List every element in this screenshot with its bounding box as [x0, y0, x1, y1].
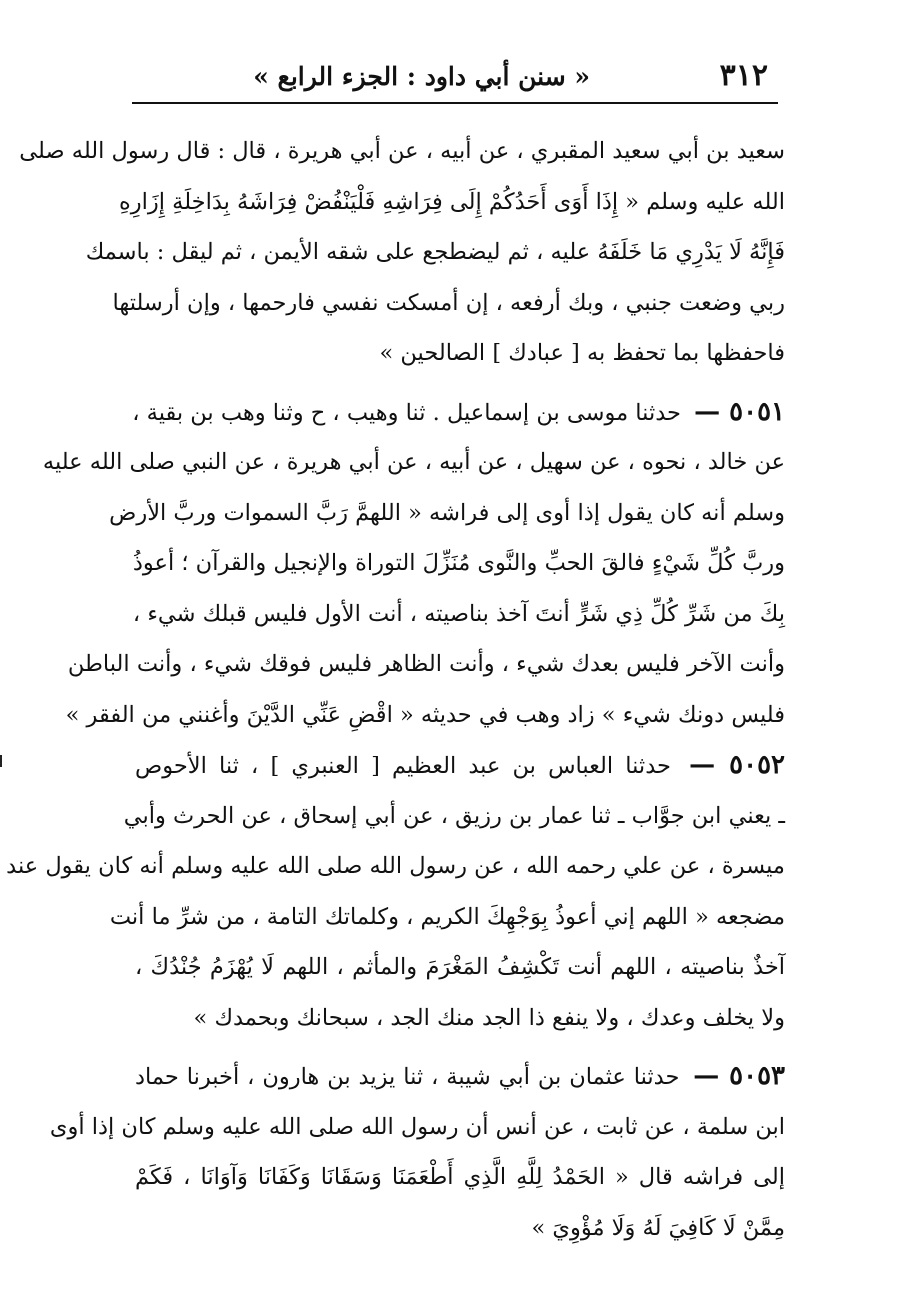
text-line: وأنت الآخر فليس بعدك شيء ، وأنت الظاهر فليس فوقك شيء ، وأنت الباطن	[67, 651, 785, 677]
hadith-continuation	[19, 126, 785, 379]
text-line: ميسرة ، عن علي رحمه الله ، عن رسول الله صلى الله عليه وسلم أنه كان يقول عند	[6, 853, 785, 879]
running-title: « سنن أبي داود : الجزء الرابع »	[253, 62, 590, 91]
hadith-number: ٥٠٥٣ —	[693, 1061, 785, 1091]
text-line: فليس دونك شيء » زاد وهب في حديثه « اقْضِ عَنِّي الدَّيْنَ وأغنني من الفقر »	[65, 701, 785, 728]
text-line: عن خالد ، نحوه ، عن سهيل ، عن أبيه ، عن أبي هريرة ، عن النبي صلى الله عليه	[42, 449, 785, 475]
header-rule	[132, 102, 778, 104]
hadith-first-line: حدثنا عثمان بن أبي شيبة ، ثنا يزيد بن هارون ، أخبرنا حماد	[135, 1064, 680, 1090]
text-line	[135, 740, 785, 791]
page-header	[120, 58, 780, 98]
text-line: فاحفظها بما تحفظ به [ عبادك ] الصالحين »	[379, 340, 785, 366]
text-line: فَإِنَّهُ لَا يَدْرِي مَا خَلَفَهُ عليه ، ثم ليضطجع على شقه الأيمن ، ثم ليقل : باسمك	[85, 239, 785, 265]
page-number: ٣١٢	[719, 58, 768, 93]
hadith-5052	[6, 740, 785, 1043]
text-line: إلى فراشه قال « الحَمْدُ لِلَّهِ الَّذِي أَطْعَمَنَا وَسَقَانَا وَكَفَانَا وَآوَانَا ، فَكَمْ	[135, 1164, 785, 1190]
text-line	[132, 387, 785, 438]
text-line: ولا يخلف وعدك ، ولا ينفع ذا الجد منك الجد ، سبحانك وبحمدك »	[193, 1004, 785, 1031]
scan-edge-mark	[0, 755, 2, 767]
hadith-first-line: حدثنا موسى بن إسماعيل . ثنا وهيب ، ح وثنا وهب بن بقية ،	[132, 399, 681, 426]
text-line: ابن سلمة ، عن ثابت ، عن أنس أن رسول الله صلى الله عليه وسلم كان إذا أوى	[49, 1113, 785, 1140]
hadith-5053	[49, 1051, 785, 1253]
text-line: بِكَ من شَرِّ كُلِّ ذِي شَرٍّ أنتَ آخذ بناصيته ، أنت الأول فليس قبلك شيء ،	[132, 600, 785, 627]
text-line: وسلم أنه كان يقول إذا أوى إلى فراشه « اللهمَّ رَبَّ السموات وربَّ الأرض	[109, 499, 785, 526]
hadith-5051	[42, 387, 785, 741]
text-line: ـ يعني ابن جوَّاب ـ ثنا عمار بن رزيق ، عن أبي إسحاق ، عن الحرث وأبي	[123, 802, 785, 829]
text-line: ربي وضعت جنبي ، وبك أرفعه ، إن أمسكت نفسي فارحمها ، وإن أرسلتها	[112, 289, 785, 316]
text-line: الله عليه وسلم « إِذَا أَوَى أَحَدُكُمْ إِلَى فِرَاشِهِ فَلْيَنْفُضْ فِرَاشَهُ بِدَاخِلَةِ إِزَارِهِ	[118, 188, 785, 215]
hadith-number: ٥٠٥٢ —	[689, 750, 785, 780]
text-line: سعيد بن أبي سعيد المقبري ، عن أبيه ، عن أبي هريرة ، قال : قال رسول الله صلى	[19, 138, 785, 164]
hadith-first-line: حدثنا العباس بن عبد العظيم [ العنبري ] ، ثنا الأحوص	[135, 753, 671, 779]
page-body	[6, 126, 785, 1253]
text-line: وربَّ كُلِّ شَيْءٍ فالقَ الحبِّ والنَّوى مُنَزِّلَ التوراة والإنجيل والقرآن ؛ أعوذُ	[132, 550, 785, 576]
text-line	[135, 1051, 785, 1102]
text-line: مِمَّنْ لَا كَافِيَ لَهُ وَلَا مُؤْوِيَ »	[531, 1214, 785, 1241]
hadith-number: ٥٠٥١ —	[694, 396, 785, 427]
text-line: مضجعه « اللهم إني أعوذُ بِوَجْهِكَ الكريم ، وكلماتك التامة ، من شرِّ ما أنت	[109, 903, 785, 930]
text-line: آخذٌ بناصيته ، اللهم أنت تَكْشِفُ المَغْرَمَ والمأثم ، اللهم لَا يُهْزَمُ جُنْدُكَ ،	[135, 954, 785, 980]
